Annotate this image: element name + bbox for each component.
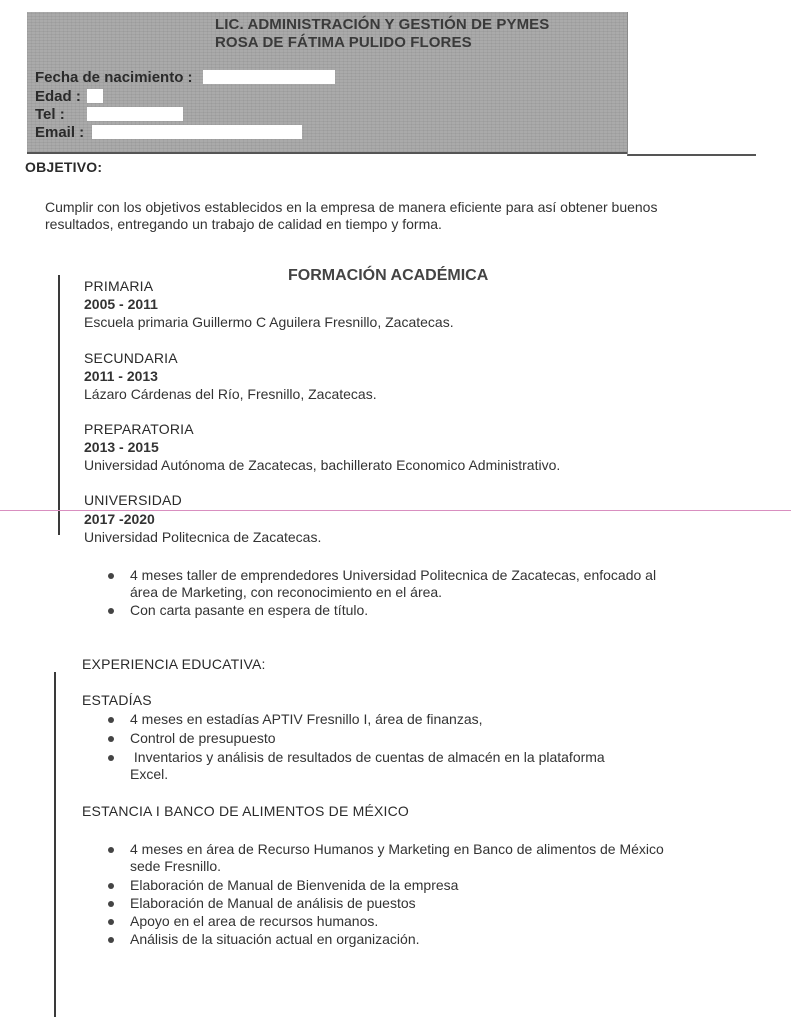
preparatoria-school: Universidad Autónoma de Zacatecas, bachillerato Economico Administrativo.: [84, 457, 561, 473]
bullet-dot: [108, 919, 114, 925]
objective-line-1: Cumplir con los objetivos establecidos en la empresa de manera eficiente para así obtener buenos: [45, 199, 658, 215]
preparatoria-level: PREPARATORIA: [84, 421, 194, 437]
bullet-dot: [108, 717, 114, 723]
formacion-bullet-1-line-2: área de Marketing, con reconocimiento en el área.: [130, 584, 443, 600]
bullet-dot: [108, 883, 114, 889]
experiencia-heading: EXPERIENCIA EDUCATIVA:: [82, 656, 266, 672]
redacted-birthdate: [203, 70, 335, 84]
age-label: Edad :: [35, 88, 81, 105]
email-label: Email :: [35, 124, 85, 141]
person-name: ROSA DE FÁTIMA PULIDO FLORES: [215, 34, 472, 51]
bullet-dot: [108, 847, 114, 853]
objective-heading: OBJETIVO:: [25, 159, 103, 175]
bullet-dot: [108, 937, 114, 943]
secundaria-years: 2011 - 2013: [84, 368, 158, 384]
primaria-years: 2005 - 2011: [84, 296, 158, 312]
redacted-age: [87, 89, 103, 103]
preparatoria-years: 2013 - 2015: [84, 439, 159, 455]
photo-placeholder: [627, 12, 756, 156]
secundaria-school: Lázaro Cárdenas del Río, Fresnillo, Zacatecas.: [84, 386, 377, 402]
section-rule-experiencia: [54, 672, 56, 1017]
estancia-bullet-5: Análisis de la situación actual en organización.: [130, 931, 420, 947]
estadias-title: ESTADÍAS: [82, 692, 152, 708]
bullet-dot: [108, 736, 114, 742]
bullet-dot: [108, 755, 114, 761]
degree-title: LIC. ADMINISTRACIÓN Y GESTIÓN DE PYMES: [215, 16, 550, 33]
section-rule-formacion: [58, 275, 60, 535]
estadias-bullet-2: Control de presupuesto: [130, 730, 276, 746]
redacted-phone: [87, 107, 183, 121]
estancia-title: ESTANCIA I BANCO DE ALIMENTOS DE MÉXICO: [82, 803, 410, 819]
estadias-bullet-1: 4 meses en estadías APTIV Fresnillo I, área de finanzas,: [130, 711, 483, 727]
estancia-bullet-1-line-2: sede Fresnillo.: [130, 858, 222, 874]
primaria-level: PRIMARIA: [84, 278, 154, 294]
formacion-heading: FORMACIÓN ACADÉMICA: [288, 267, 489, 284]
estancia-bullet-3: Elaboración de Manual de análisis de puestos: [130, 895, 416, 911]
bullet-dot: [108, 573, 114, 579]
universidad-years: 2017 -2020: [84, 511, 155, 527]
bullet-dot: [108, 901, 114, 907]
estancia-bullet-2: Elaboración de Manual de Bienvenida de la empresa: [130, 877, 459, 893]
formacion-bullet-1-line-1: 4 meses taller de emprendedores Universidad Politecnica de Zacatecas, enfocado al: [130, 567, 657, 583]
birthdate-label: Fecha de nacimiento :: [35, 69, 193, 86]
redacted-email: [92, 125, 302, 139]
estadias-bullet-3-line-1: Inventarios y análisis de resultados de cuentas de almacén en la plataforma: [130, 749, 605, 765]
secundaria-level: SECUNDARIA: [84, 350, 178, 366]
objective-line-2: resultados, entregando un trabajo de calidad en tiempo y forma.: [45, 216, 442, 232]
estadias-bullet-3-line-2: Excel.: [130, 766, 169, 782]
bullet-dot: [108, 608, 114, 614]
phone-label: Tel :: [35, 106, 65, 123]
universidad-level: UNIVERSIDAD: [84, 492, 182, 508]
formacion-bullet-2: Con carta pasante en espera de título.: [130, 602, 369, 618]
universidad-school: Universidad Politecnica de Zacatecas.: [84, 529, 322, 545]
estancia-bullet-1-line-1: 4 meses en área de Recurso Humanos y Marketing en Banco de alimentos de México: [130, 841, 664, 857]
estancia-bullet-4: Apoyo en el area de recursos humanos.: [130, 913, 379, 929]
primaria-school: Escuela primaria Guillermo C Aguilera Fresnillo, Zacatecas.: [84, 314, 454, 330]
